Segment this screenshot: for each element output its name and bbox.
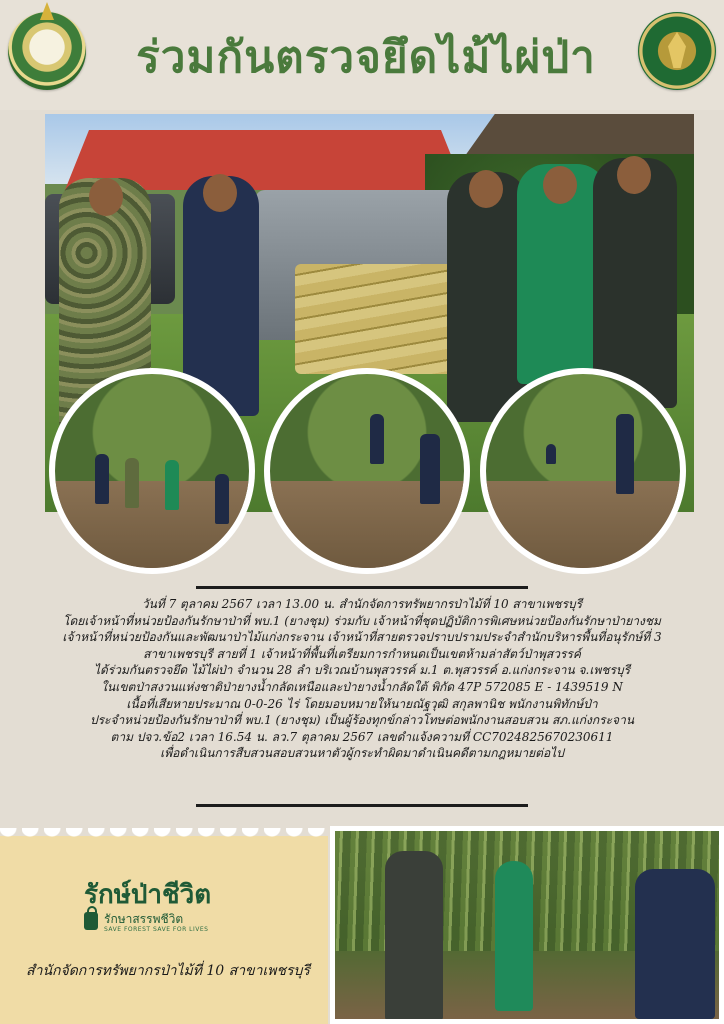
report-line: เนื้อที่เสียหายประมาณ 0-0-26 ไร่ โดยมอบหมายให้นายณัฐวุฒิ สกุลพานิช พนักงานพิทักษ์ป่า xyxy=(126,696,598,711)
officer-ranger xyxy=(385,851,443,1021)
officer-dark-uniform xyxy=(447,172,527,422)
report-line: วันที่ 7 ตุลาคม 2567 เวลา 13.00 น. สำนักจัดการทรัพยากรป่าไม้ที่ 10 สาขาเพชรบุรี xyxy=(141,597,583,611)
provincial-seal-icon xyxy=(8,12,86,90)
bamboo-forest-inspection-photo xyxy=(330,826,724,1024)
forest-inspection-photo-2 xyxy=(264,368,470,574)
officer-navy-uniform xyxy=(635,869,715,1019)
rak-pa-brand-logo xyxy=(84,880,264,940)
brand-main-text: รักษ์ป่าชีวิต xyxy=(84,880,212,910)
forest-inspection-photo-3 xyxy=(480,368,686,574)
seized-bamboo-bundle xyxy=(295,264,465,374)
report-line: เพื่อดำเนินการสืบสวนสอบสวนหาตัวผู้กระทำผิดมาดำเนินคดีตามกฎหมายต่อไป xyxy=(160,746,564,761)
report-line: โดยเจ้าหน้าที่หน่วยป้องกันรักษาป่าที่ พบ.1 (ยางชุม) ร่วมกับ เจ้าหน้าที่ชุดปฏิบัติการพิเศษหน่วยป้องกันรักษาป่ายางชม xyxy=(63,613,661,628)
brand-slogan: SAVE FOREST SAVE FOR LIVES xyxy=(104,926,209,933)
divider-bottom xyxy=(196,804,528,807)
royal-forest-department-seal-icon xyxy=(638,12,716,90)
report-text xyxy=(30,584,694,806)
report-line: เจ้าหน้าที่หน่วยป้องกันและพัฒนาป่าไม้แก่งกระจาน เจ้าหน้าที่สายตรวจปราบปรามประจำสำนักบริหารพื้นที่อนุรักษ์ที่ 3 xyxy=(62,630,662,645)
lock-icon xyxy=(84,912,98,930)
report-line: สาขาเพชรบุรี สายที่ 1 เจ้าหน้าที่พื้นที่เตรียมการกำหนดเป็นเขตห้ามล่าสัตว์ป่าพุสวรรค์ xyxy=(143,646,581,661)
office-name: สำนักจัดการทรัพยากรป่าไม้ที่ 10 สาขาเพชรบุรี xyxy=(26,963,310,979)
forest-inspection-photo-1 xyxy=(49,368,255,574)
report-line: ประจำหน่วยป้องกันรักษาป่าที่ พบ.1 (ยางชุม) เป็นผู้ร้องทุกข์กล่าวโทษต่อพนักงานสอบสวน สภ.แก่งกระจาน xyxy=(89,713,635,728)
report-line: ตาม ปจว.ข้อ2 เวลา 16.54 น. ลว.7 ตุลาคม 2567 เลขดำแจ้งความที่ CC7024825670230611 xyxy=(110,729,614,744)
report-line: ในเขตป่าสงวนแห่งชาติป่ายางน้ำกลัดเหนือและป่ายางน้ำกลัดใต้ พิกัด 47P 572085 E - 1439519 N xyxy=(101,679,623,694)
brand-sub-text: รักษาสรรพชีวิต xyxy=(104,912,184,926)
page-title: ร่วมกันตรวจยึดไม้ไผ่ป่า xyxy=(136,32,596,83)
report-line: ได้ร่วมกันตรวจยึด ไม้ไผ่ป่า จำนวน 28 ลำ บริเวณบ้านพุสวรรค์ ม.1 ต.พุสวรรค์ อ.แก่งกระจาน จ.เพชรบุรี xyxy=(93,663,631,678)
officer-green-shirt xyxy=(495,861,533,1011)
